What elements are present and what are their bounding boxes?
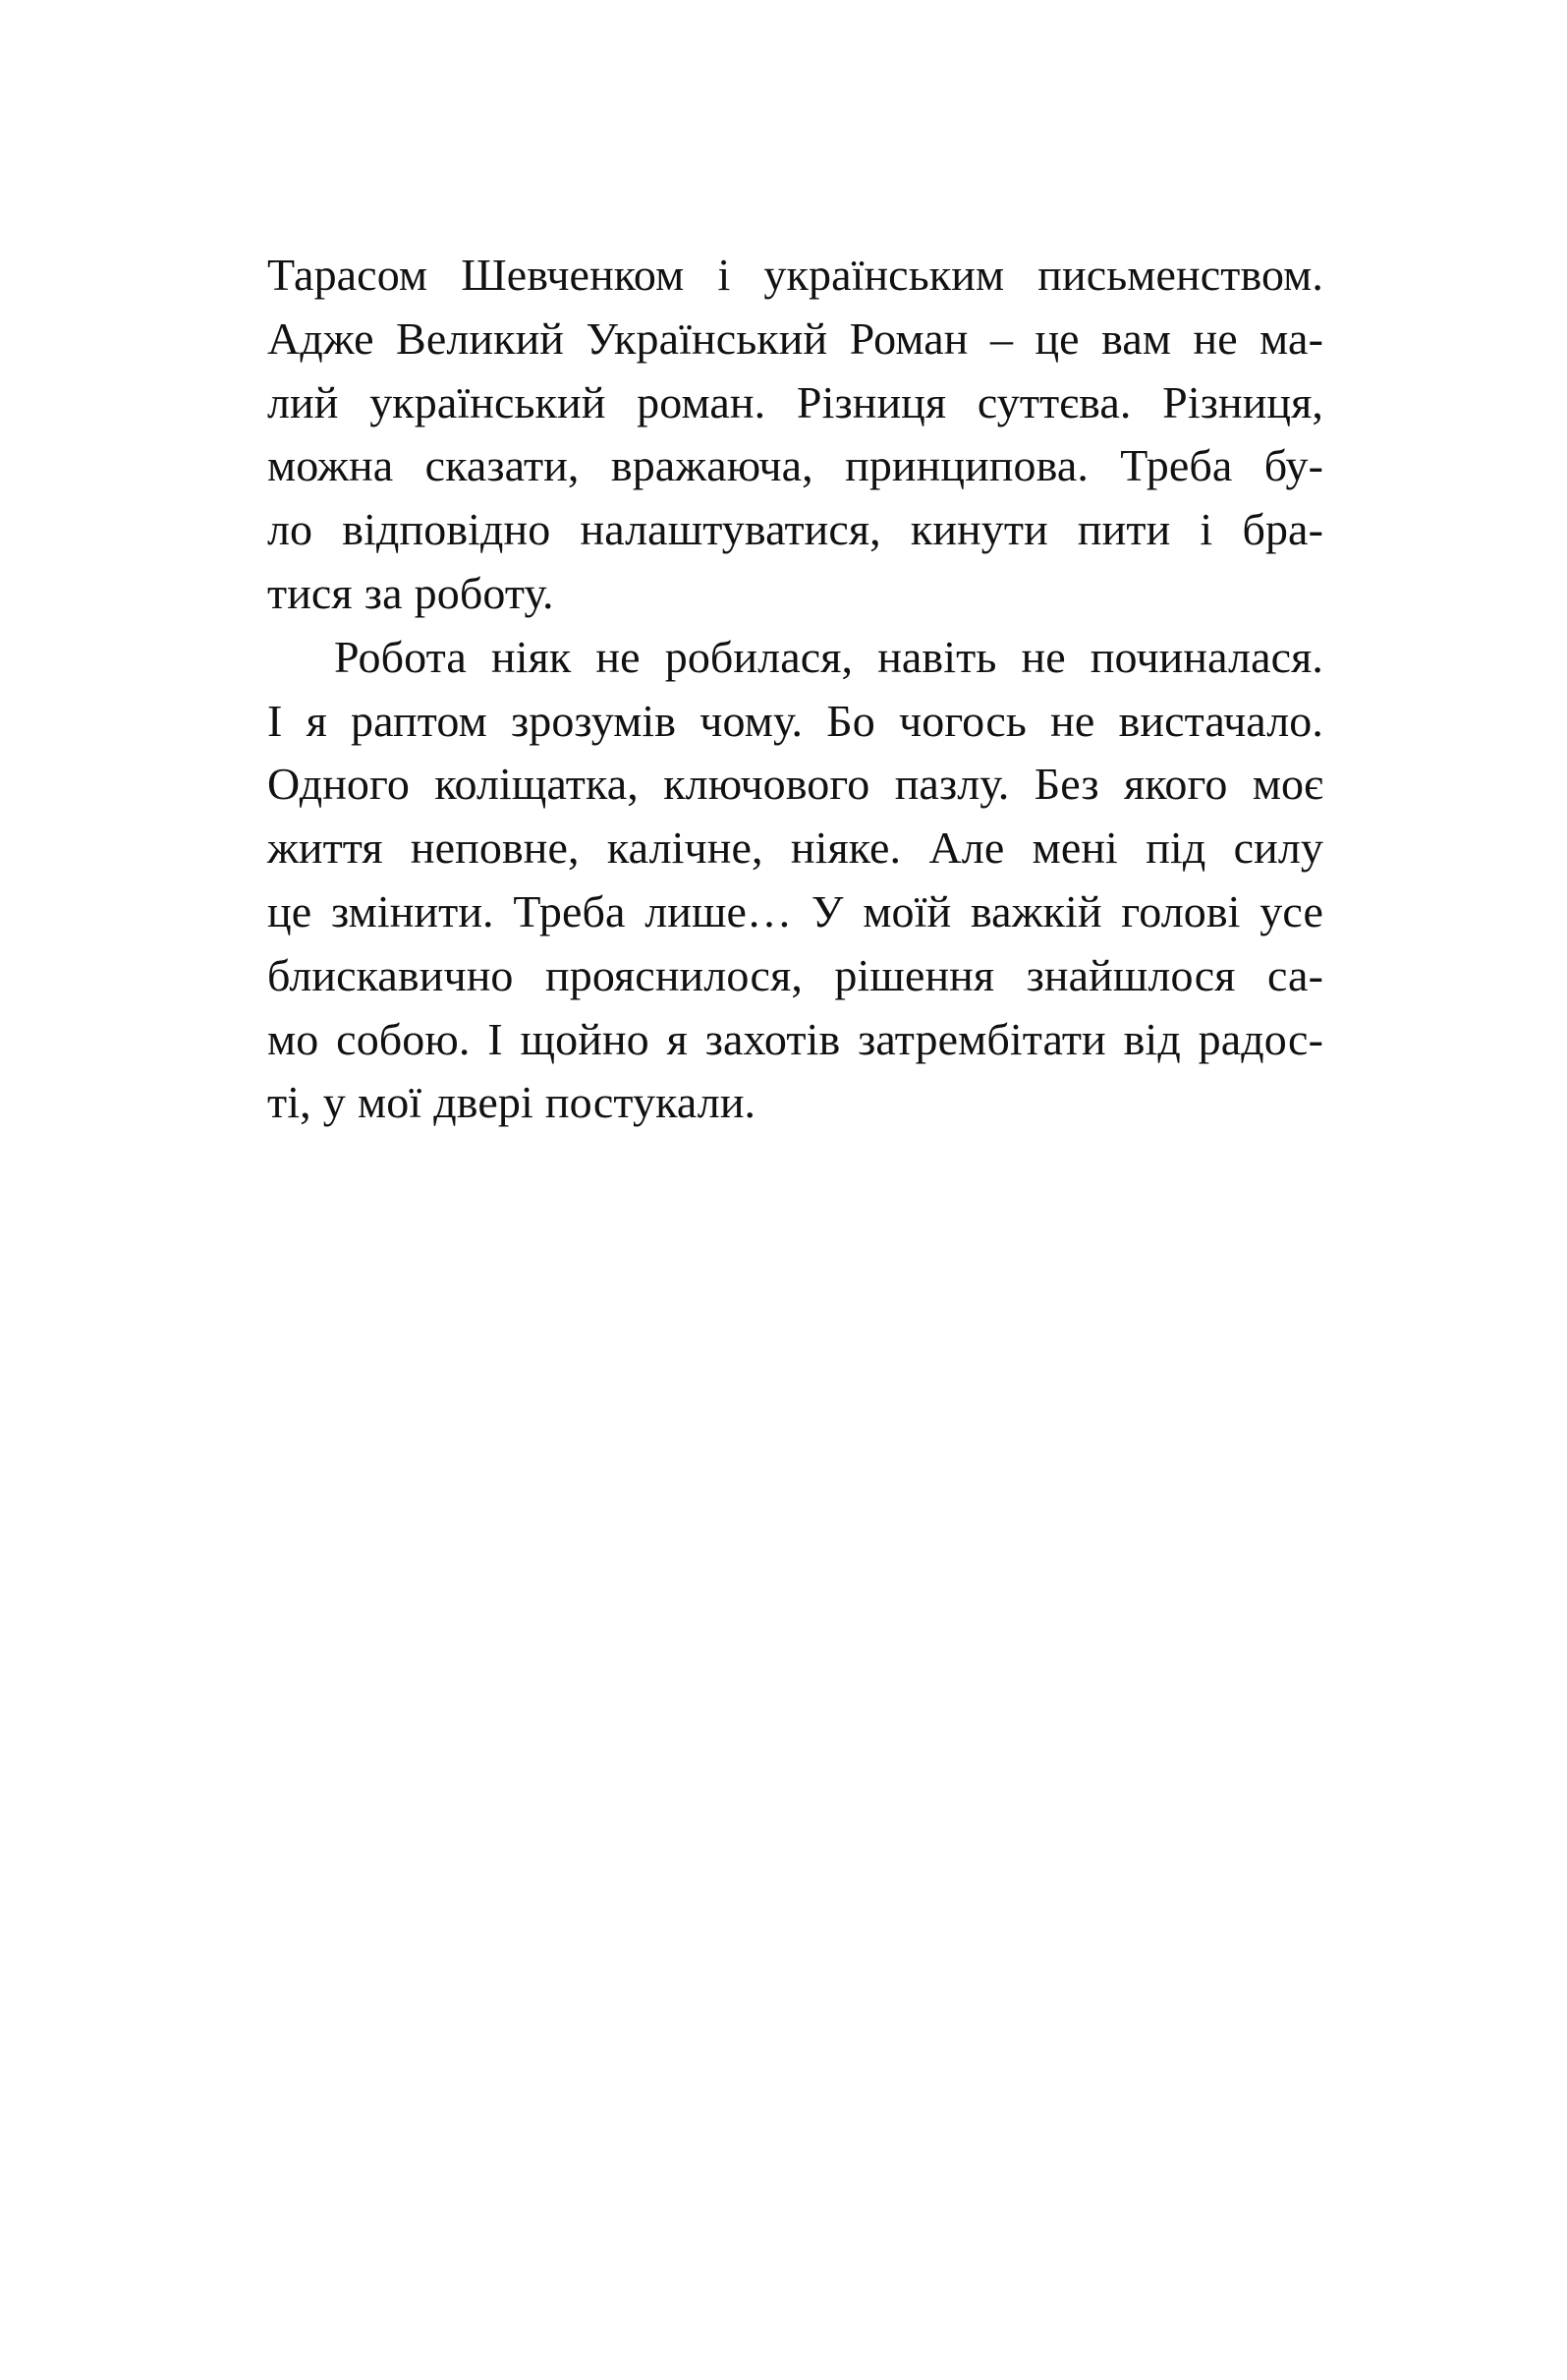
text-line: мо собою. І щойно я захотів затрембітати від радос-	[267, 1013, 1323, 1064]
text-line: блискавично прояснилося, рішення знайшлося са-	[267, 949, 1323, 1000]
text-line: Робота ніяк не робилася, навіть не починалася.	[334, 631, 1323, 682]
text-line: Адже Великий Український Роман – це вам не ма-	[267, 312, 1323, 364]
text-line: Одного коліщатка, ключового пазлу. Без якого моє	[267, 759, 1323, 810]
text-line: ті, у мої двері постукали.	[267, 1077, 756, 1128]
page-text-block	[267, 244, 1323, 1135]
text-line: життя неповне, калічне, ніяке. Але мені під силу	[267, 822, 1323, 874]
paragraph-continuation	[267, 244, 1323, 626]
text-line: ло відповідно налаштуватися, кинути пити і бра-	[267, 504, 1323, 555]
text-line: можна сказати, вражаюча, принципова. Треба бу-	[267, 440, 1323, 491]
text-line: І я раптом зрозумів чому. Бо чогось не вистачало.	[267, 695, 1323, 746]
paragraph-robota	[267, 626, 1323, 1135]
text-line: це змінити. Треба лише… У моїй важкій голові усе	[267, 885, 1323, 936]
text-line: лий український роман. Різниця суттєва. Різниця,	[267, 376, 1323, 427]
text-line: тися за роботу.	[267, 567, 554, 618]
text-line: Тарасом Шевченком і українським письменством.	[267, 250, 1323, 300]
